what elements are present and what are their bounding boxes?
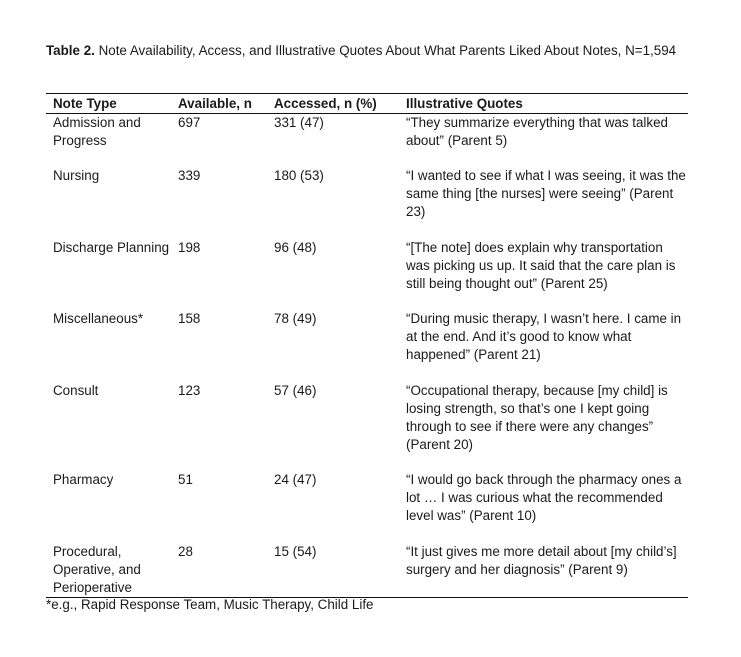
table-row [46,239,688,310]
cell-accessed: 96 (48) [274,239,317,255]
cell-note-type: Discharge Planning [53,239,170,255]
cell-note-type: Procedural, Operative, and Perioperative [53,543,141,595]
cell-accessed: 57 (46) [274,382,317,398]
cell-available: 158 [178,310,201,326]
cell-note-type: Admission and Progress [53,115,141,148]
table-caption-label: Table 2. [46,43,95,58]
cell-accessed: 24 (47) [274,471,317,487]
cell-note-type: Miscellaneous* [53,310,144,326]
cell-quote: “[The note] does explain why transportation was picking us up. It said that the care plan is still being thought out” (Parent 25) [406,239,676,291]
cell-available: 697 [178,115,201,130]
cell-note-type: Consult [53,382,99,398]
table-row [46,543,688,598]
cell-available: 51 [178,471,193,487]
table-row [46,382,688,471]
table-caption [46,40,686,61]
cell-accessed: 180 (53) [274,167,324,183]
table-row [46,167,688,239]
cell-accessed: 331 (47) [274,115,324,130]
cell-quote: “I would go back through the pharmacy ones a lot … I was curious what the recommended level was” (Parent 10) [406,471,682,523]
cell-quote: “I wanted to see if what I was seeing, it was the same thing [the nurses] were seeing” (Parent 23) [406,167,686,219]
header-accessed: Accessed, n (%) [274,96,377,111]
table-header-row [46,94,688,114]
cell-quote: “During music therapy, I wasn’t here. I came in at the end. And it’s good to know what happened” (Parent 21) [406,310,682,362]
cell-quote: “Occupational therapy, because [my child] is losing strength, so that’s one I kept going through to see if there were any changes” (Parent 20) [406,382,668,452]
cell-available: 198 [178,239,201,255]
cell-quote: “They summarize everything that was talked about” (Parent 5) [406,115,668,148]
notes-table [46,93,688,598]
cell-available: 123 [178,382,201,398]
cell-quote: “It just gives me more detail about [my child’s] surgery and her diagnosis” (Parent 9) [406,543,677,577]
cell-accessed: 15 (54) [274,543,317,559]
cell-available: 28 [178,543,193,559]
cell-note-type: Pharmacy [53,471,114,487]
cell-available: 339 [178,167,201,183]
header-quotes: Illustrative Quotes [406,96,523,111]
header-note-type: Note Type [53,96,117,111]
cell-note-type: Nursing [53,167,100,183]
table-caption-text: Note Availability, Access, and Illustrative Quotes About What Parents Liked About Notes, N=1,594 [94,43,677,58]
header-available: Available, n [178,96,252,111]
cell-accessed: 78 (49) [274,310,317,326]
table-row [46,114,688,167]
table-row [46,310,688,382]
table-footnote: *e.g., Rapid Response Team, Music Therapy, Child Life [46,597,374,612]
table-row [46,471,688,543]
